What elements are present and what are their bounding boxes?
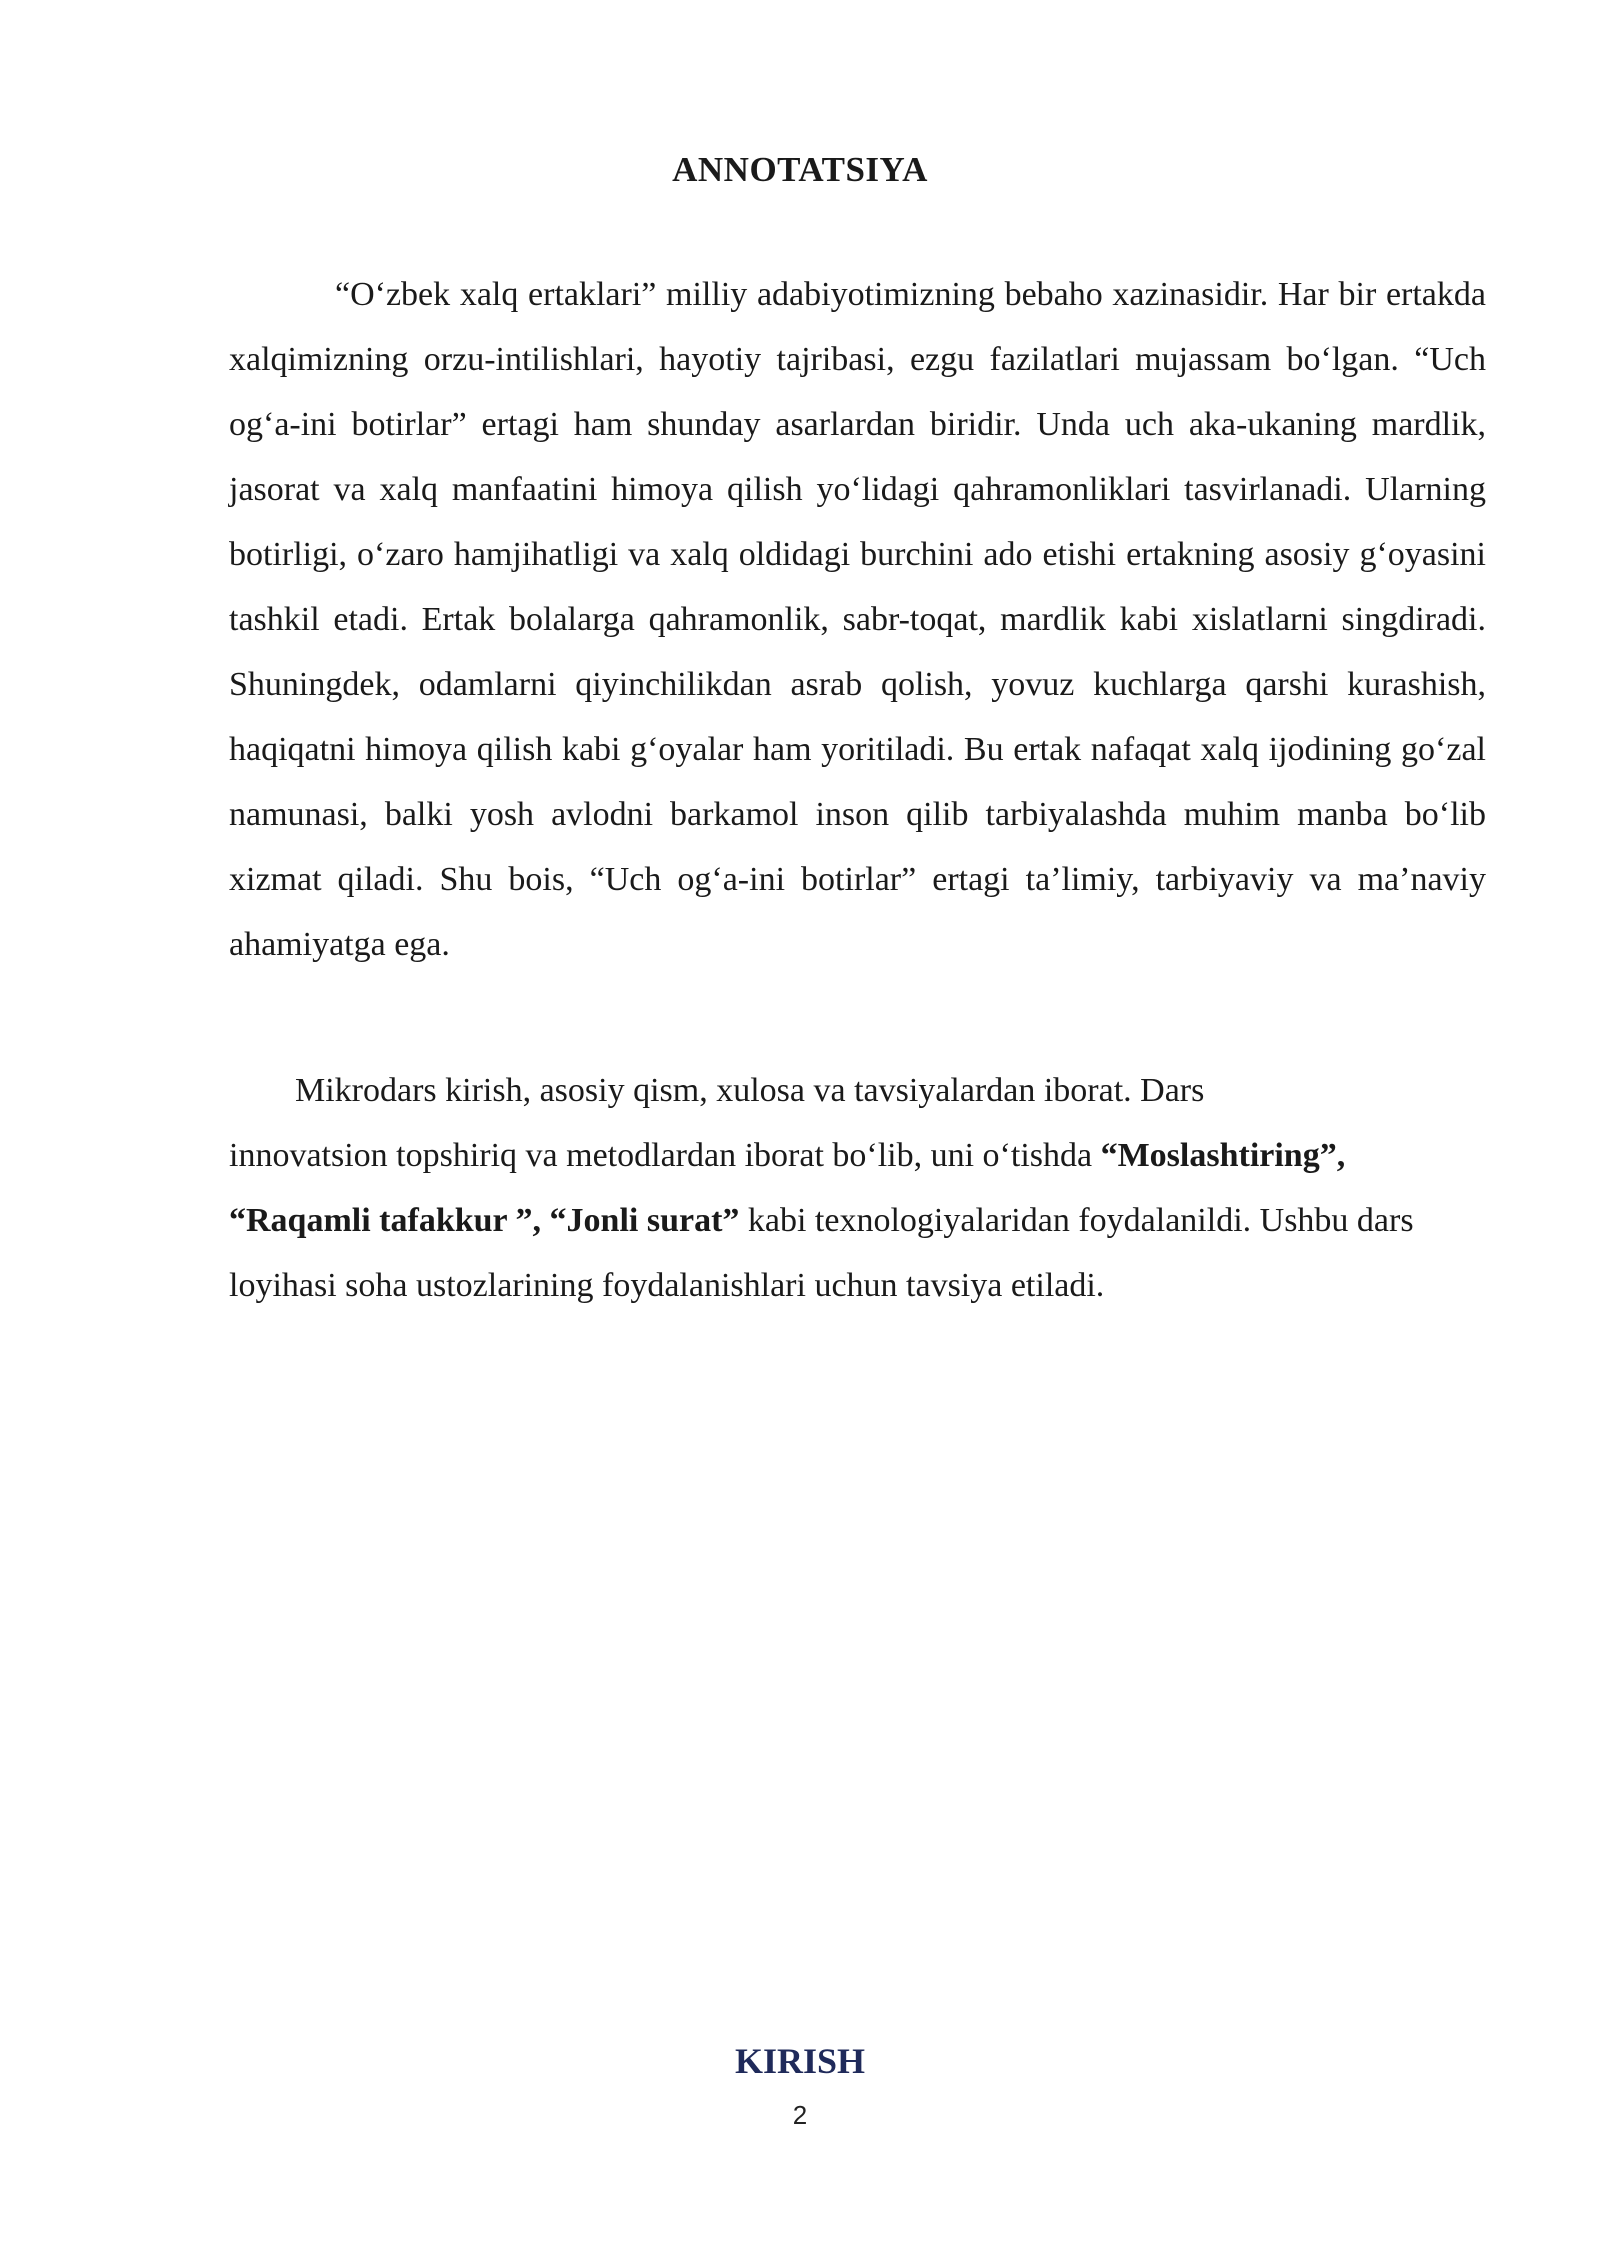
method-name-moslashtiring: “Moslashtiring”, [1100, 1137, 1346, 1174]
annotation-paragraph-1: “O‘zbek xalq ertaklari” milliy adabiyotimizning bebaho xazinasidir. Har bir ertakda xalqimizning orzu-intilishlari, hayotiy tajribasi, ezgu fazilatlari mujassam bo‘lgan. “Uch og‘a-ini botirlar” ertagi ham shunday asarlardan biridir. Unda uch aka-ukaning mardlik, jasorat va xalq manfaatini himoya qilish yo‘lidagi qahramonliklari tasvirlanadi. Ularning botirligi, o‘zaro hamjihatligi va xalq oldidagi burchini ado etishi ertakning asosiy g‘oyasini tashkil etadi. Ertak bolalarga qahramonlik, sabr-toqat, mardlik kabi xislatlarni singdiradi. Shuningdek, odamlarni qiyinchilikdan asrab qolish, yovuz kuchlarga qarshi kurashish, haqiqatni himoya qilish kabi g‘oyalar ham yoritiladi. Bu ertak nafaqat xalq ijodining go‘zal namunasi, balki yosh avlodni barkamol inson qilib tarbiyalashda muhim manba bo‘lib xizmat qiladi. Shu bois, “Uch og‘a-ini botirlar” ertagi ta’limiy, tarbiyaviy va ma’naviy ahamiyatga ega. [229, 276, 1486, 963]
paragraph-2-text-c [541, 1202, 550, 1239]
annotation-paragraph-2 [229, 1058, 1486, 1318]
paragraph-2-text-a: innovatsion topshiriq va metodlardan iborat bo‘lib, uni o‘tishda [229, 1137, 1101, 1174]
section-heading-kirish: KIRISH [734, 2041, 866, 2081]
page-number: 2 [792, 2100, 808, 2130]
paragraph-2-first-line: Mikrodars kirish, asosiy qism, xulosa va tavsiyalardan iborat. Dars [295, 1072, 1205, 1109]
paragraph-2-text-d: kabi texnologiyalaridan foydalanildi. Ushbu dars loyihasi soha ustozlarining foydalanishlari uchun tavsiya etiladi. [229, 1202, 1414, 1304]
method-name-raqamli-tafakkur: “Raqamli tafakkur ”, [229, 1202, 542, 1239]
method-name-jonli-surat: “Jonli surat” [549, 1202, 740, 1239]
page-title: ANNOTATSIYA [672, 150, 928, 189]
